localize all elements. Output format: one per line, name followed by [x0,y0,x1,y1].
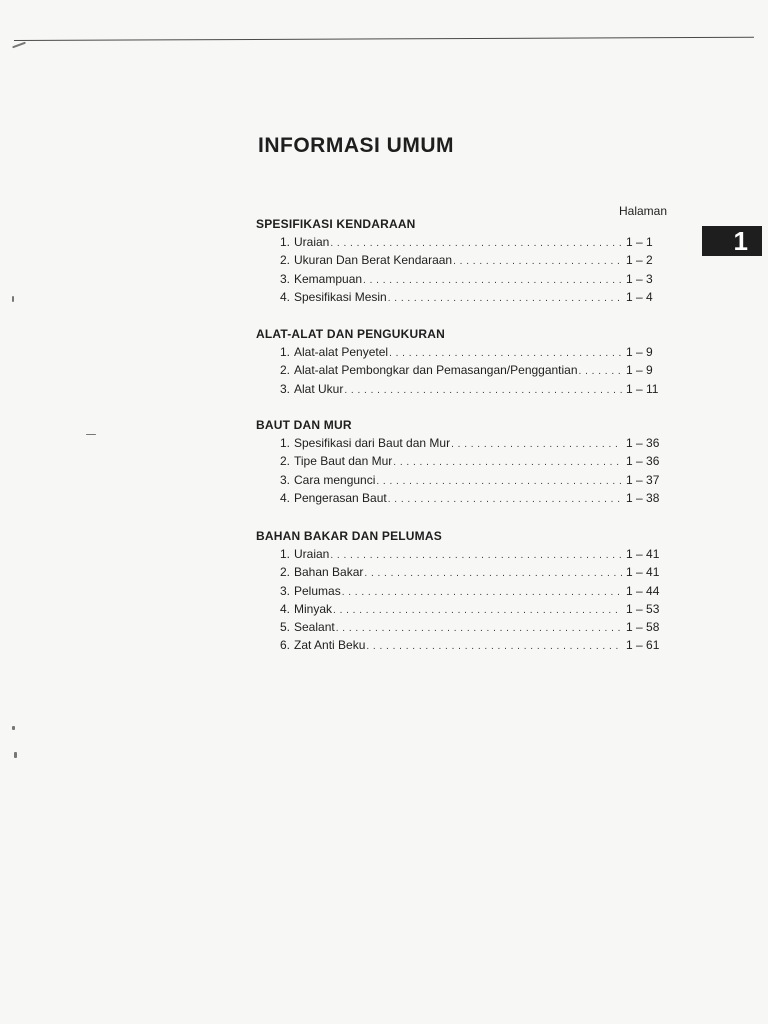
dot-leader [366,638,622,656]
dot-leader [364,565,622,583]
entry-page: 1 – 41 [626,547,660,561]
entry-title: Minyak [294,601,333,616]
toc-entry [256,618,668,636]
entry-title: Uraian [294,235,330,249]
entry-page: 1 – 11 [626,381,659,396]
toc-entry [256,270,668,288]
toc-entry [256,343,668,361]
toc-entry [256,489,668,507]
entry-page: 1 – 61 [626,638,660,653]
dot-leader [451,436,622,454]
dot-leader [453,253,622,271]
toc-entry [256,288,668,306]
toc-entry [256,452,668,470]
toc-entry [256,251,668,269]
entry-page: 1 – 37 [626,472,660,487]
section-title: BAHAN BAKAR DAN PELUMAS [256,529,442,543]
dot-leader [376,473,622,491]
entry-title: Sealant [294,620,335,635]
scan-mark [86,434,96,435]
entry-number: 4. [279,601,290,616]
toc-entry [256,563,668,581]
entry-title: Uraian [294,547,330,561]
entry-page: 1 – 41 [626,565,660,580]
entry-number: 3. [279,381,290,396]
dot-leader [393,454,622,472]
page-title: INFORMASI UMUM [258,134,454,157]
toc-entry [256,600,668,618]
page-column-label: Halaman [619,204,668,218]
toc-section [256,416,668,507]
entry-title: Bahan Bakar [294,565,364,580]
entry-title: Spesifikasi Mesin [294,289,387,304]
toc-entry [256,545,668,563]
entry-page: 1 – 9 [626,363,653,378]
entry-number: 1. [279,436,290,450]
entry-number: 1. [279,235,290,249]
entry-title: Pengerasan Baut [294,490,387,505]
toc-entry [256,434,668,452]
dot-leader [388,290,622,308]
dot-leader [388,491,622,509]
entry-number: 4. [279,289,290,304]
entry-page: 1 – 36 [626,436,660,450]
entry-page: 1 – 2 [626,253,653,268]
entry-number: 1. [279,547,290,561]
entry-number: 2. [279,253,290,268]
entry-title: Pelumas [294,583,341,598]
entry-page: 1 – 36 [626,454,660,469]
scan-mark [12,726,15,730]
dot-leader [344,382,622,400]
section-title: BAUT DAN MUR [256,418,352,432]
entry-number: 2. [279,363,290,378]
entry-title: Kemampuan [294,271,363,286]
section-title: SPESIFIKASI KENDARAAN [256,217,416,231]
entry-title: Tipe Baut dan Mur [294,454,393,469]
entry-number: 2. [279,565,290,580]
entry-number: 3. [279,472,290,487]
entry-title: Zat Anti Beku [294,638,366,653]
toc-entry [256,636,668,654]
entry-title: Alat-alat Pembongkar dan Pemasangan/Penggantian [294,363,578,378]
dot-leader [330,547,622,565]
entry-page: 1 – 58 [626,620,660,635]
section-title: ALAT-ALAT DAN PENGUKURAN [256,327,446,341]
entry-page: 1 – 9 [626,345,653,359]
entry-page: 1 – 4 [626,289,653,304]
entry-number: 1. [279,345,290,359]
entry-title: Ukuran Dan Berat Kendaraan [294,253,453,268]
dot-leader [363,272,622,290]
toc-entry [256,471,668,489]
dot-leader [333,602,622,620]
toc-entry [256,380,668,398]
chapter-number: 1 [733,225,748,256]
entry-title: Cara mengunci [294,472,376,487]
dot-leader [342,584,622,602]
entry-page: 1 – 38 [626,490,660,505]
entry-title: Spesifikasi dari Baut dan Mur [294,436,451,450]
scan-mark [12,296,14,302]
entry-number: 5. [279,620,290,635]
entry-title: Alat-alat Penyetel [294,345,389,359]
entry-number: 4. [279,490,290,505]
entry-number: 2. [279,454,290,469]
toc-entry [256,361,668,379]
toc-section [256,325,668,398]
entry-number: 3. [279,583,290,598]
chapter-tab [702,226,762,256]
scan-mark [12,42,26,49]
toc-section [256,527,668,655]
dot-leader [579,363,622,381]
entry-page: 1 – 53 [626,601,660,616]
toc-entry [256,233,668,251]
entry-page: 1 – 44 [626,583,660,598]
dot-leader [336,620,622,638]
toc-section [256,215,668,306]
scan-mark [14,752,17,758]
entry-page: 1 – 1 [626,235,653,249]
toc-entry [256,582,668,600]
entry-number: 6. [279,638,290,653]
entry-number: 3. [279,271,290,286]
entry-title: Alat Ukur [294,381,344,396]
top-rule [14,37,754,41]
entry-page: 1 – 3 [626,271,653,286]
